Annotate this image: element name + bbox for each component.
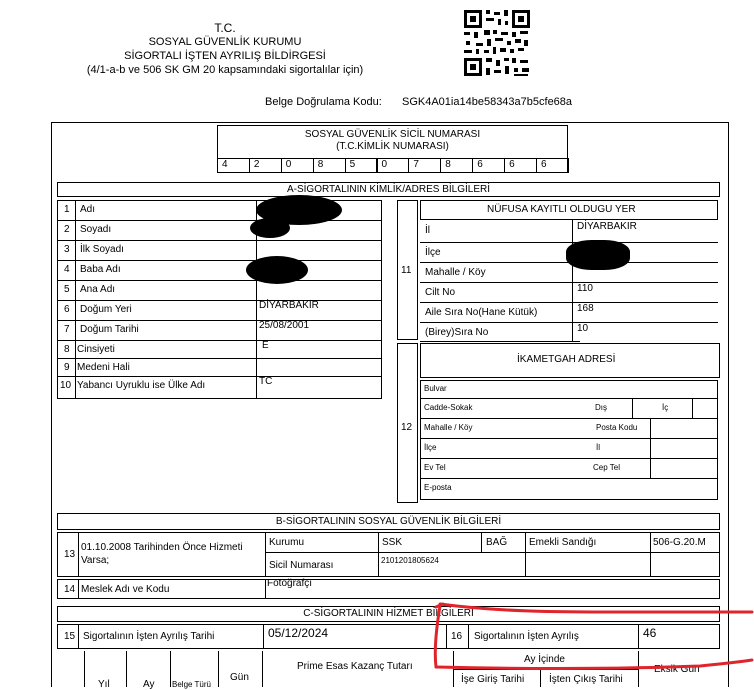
identity-row-no: 8: [64, 344, 70, 355]
nufus-cilt-label: Cilt No: [425, 287, 456, 298]
identity-row-label: Cinsiyeti: [77, 344, 115, 355]
ikamet-ic-label: İç: [662, 403, 669, 412]
section-b-title: B-SİGORTALININ SOSYAL GÜVENLİK BİLGİLERİ: [275, 516, 502, 527]
identity-row-label: Soyadı: [80, 224, 112, 235]
ise-giris-label: İşe Giriş Tarihi: [461, 674, 525, 685]
ssn-digit: 6: [477, 159, 483, 170]
sicil-label: Sicil Numarası: [269, 560, 334, 571]
ay-label: Ay: [143, 679, 155, 690]
identity-row-no: 4: [64, 264, 70, 275]
eksik-gun-label: Eksik Gün: [654, 664, 700, 675]
kurumu-label: Kurumu: [269, 537, 305, 548]
ikamet-eposta-label: E-posta: [424, 483, 452, 492]
nufus-title: NÜFUSA KAYITLI OLDUGU YER: [487, 204, 636, 215]
ikamet-bulvar-label: Bulvar: [424, 384, 447, 393]
section-c-title: C-SİGORTALININ HİZMET BİLGİLERİ: [303, 608, 474, 619]
identity-row-no: 7: [64, 324, 70, 335]
nufus-aile-label: Aile Sıra No(Hane Kütük): [425, 307, 538, 318]
row-13-no: 13: [64, 549, 76, 560]
sicil-value: 2101201805624: [381, 556, 439, 565]
section-a-title: A-SİGORTALININ KİMLİK/ADRES BİLGİLERİ: [286, 184, 491, 195]
ssn-digit: 4: [222, 159, 228, 170]
ssn-subtitle: (T.C.KİMLİK NUMARASI): [336, 141, 449, 152]
kurumu-value: SSK: [382, 537, 403, 548]
identity-row-value: E: [262, 340, 269, 351]
gm20-label: 506-G.20.M: [653, 537, 706, 548]
identity-row-no: 5: [64, 284, 70, 295]
ikamet-dis-label: Dış: [595, 403, 607, 412]
belge-turu-label: Belge Türü: [172, 680, 211, 689]
identity-row-no: 9: [64, 362, 70, 373]
identity-row-label: Adı: [80, 204, 96, 215]
ikamet-title: İKAMETGAH ADRESİ: [517, 354, 616, 365]
identity-row-label: Baba Adı: [80, 264, 121, 275]
ssn-title: SOSYAL GÜVENLİK SİCİL NUMARASI: [304, 129, 481, 140]
row-14-no: 14: [64, 584, 76, 595]
meslek-value: Fotoğrafçı: [267, 578, 313, 589]
ssn-digit: 0: [285, 159, 292, 170]
header-institution: SOSYAL GÜVENLİK KURUMU: [148, 36, 302, 48]
identity-row-label: Yabancı Uyruklu ise Ülke Adı: [77, 380, 206, 391]
nufus-il-value: DİYARBAKIR: [577, 221, 637, 232]
ssn-digit: 5: [349, 159, 356, 170]
nufus-birey-label: (Birey)Sıra No: [425, 327, 489, 338]
ssn-digit: 6: [509, 159, 515, 170]
ssn-digit: 7: [413, 159, 419, 170]
ikamet-evtel-label: Ev Tel: [424, 463, 446, 472]
isten-cikis-label: İşten Çıkış Tarihi: [549, 674, 623, 685]
identity-row-label: Medeni Hali: [77, 362, 130, 373]
document-subtitle: (4/1-a-b ve 506 SK GM 20 kapsamındaki sigortalılar için): [86, 64, 364, 76]
yil-label: Yıl: [98, 679, 110, 690]
row-14-label: Meslek Adı ve Kodu: [81, 584, 170, 595]
ssn-digit: 8: [445, 159, 451, 170]
verification-code-value: SGK4A01ia14be58343a7b5cfe68a: [402, 96, 573, 108]
row-15-no: 15: [64, 631, 76, 642]
nufus-birey-value: 10: [577, 323, 589, 334]
nufus-aile-value: 168: [577, 303, 594, 314]
row-13-label-1: 01.10.2008 Tarihinden Önce Hizmeti: [81, 542, 243, 553]
verification-code-label: Belge Doğrulama Kodu:: [265, 96, 382, 108]
ssn-digit: 6: [541, 159, 547, 170]
nufus-mahalle-label: Mahalle / Köy: [425, 267, 486, 278]
bag-label: BAĞ: [486, 537, 508, 548]
row-16-value: 46: [643, 626, 657, 640]
row-16-no: 16: [451, 631, 463, 642]
nufus-no: 11: [401, 265, 412, 276]
nufus-cilt-value: 110: [577, 283, 593, 294]
document-title: SİGORTALI İŞTEN AYRILIŞ BİLDİRGESİ: [124, 50, 326, 62]
prime-label: Prime Esas Kazanç Tutarı: [297, 661, 413, 672]
ikamet-ilce-label: İlçe: [424, 443, 437, 452]
identity-row-no: 10: [60, 380, 72, 391]
nufus-ilce-label: İlçe: [425, 247, 441, 258]
row-15-value: 05/12/2024: [268, 626, 329, 640]
row-15-label: Sigortalının İşten Ayrılış Tarihi: [83, 631, 215, 642]
ikamet-mahalle-label: Mahalle / Köy: [424, 423, 473, 432]
gun-label: Gün: [230, 672, 249, 683]
identity-row-value: 25/08/2001: [259, 320, 310, 331]
ikamet-ceptel-label: Cep Tel: [593, 463, 620, 472]
identity-row-value: TC: [259, 376, 273, 387]
ssn-digit: 0: [381, 159, 388, 170]
identity-row-no: 1: [64, 204, 70, 215]
ikamet-no: 12: [401, 422, 413, 433]
header-tc: T.C.: [214, 21, 236, 35]
ay-icinde-label: Ay İçinde: [524, 654, 565, 665]
ikamet-il-label: İl: [596, 443, 600, 452]
identity-row-no: 3: [64, 244, 70, 255]
identity-row-no: 6: [64, 304, 70, 315]
identity-row-label: Doğum Yeri: [80, 304, 132, 315]
identity-row-label: İlk Soyadı: [80, 244, 124, 255]
identity-row-value: DİYARBAKIR: [259, 300, 319, 311]
row-13-label-2: Varsa;: [81, 555, 110, 566]
ssn-digit: 2: [253, 159, 260, 170]
ssn-digit: 8: [317, 159, 324, 170]
identity-row-label: Doğum Tarihi: [80, 324, 139, 335]
ikamet-posta-label: Posta Kodu: [596, 423, 638, 432]
emekli-sandigi-label: Emekli Sandığı: [529, 537, 597, 548]
identity-row-no: 2: [64, 224, 70, 235]
nufus-il-label: İl: [425, 225, 430, 236]
ikamet-cadde-label: Cadde-Sokak: [424, 403, 473, 412]
identity-row-label: Ana Adı: [80, 284, 116, 295]
row-16-label: Sigortalının İşten Ayrılış: [474, 631, 579, 642]
